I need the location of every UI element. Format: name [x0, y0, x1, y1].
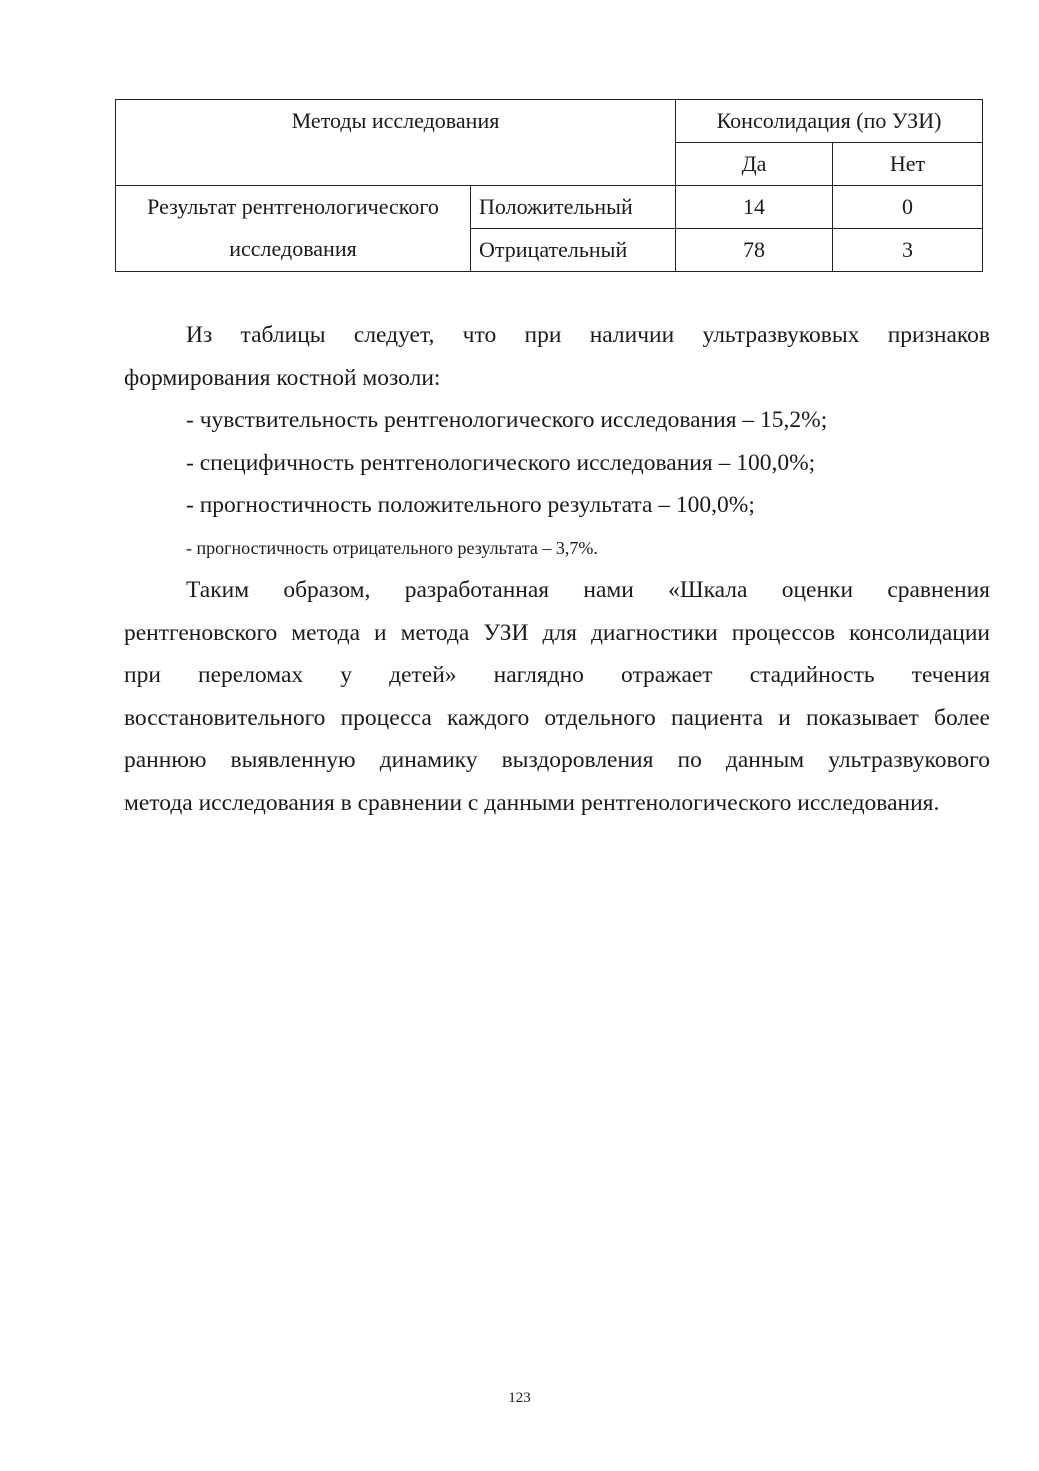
- list-item-positive-predictive: - прогностичность положительного результата – 100,0%;: [186, 492, 755, 518]
- cell-positive-no: 0: [833, 186, 983, 229]
- table-row: [116, 186, 983, 229]
- row-group-label-line1: Результат рентгенологического: [147, 194, 439, 219]
- list-item-negative-predictive: - прогностичность отрицательного результата – 3,7%.: [186, 537, 598, 558]
- header-consolidation: Консолидация (по УЗИ): [676, 100, 983, 143]
- header-methods: Методы исследования: [116, 100, 676, 186]
- conclusion-line-5: раннюю выявленную динамику выздоровления по данным ультразвукового: [124, 747, 990, 773]
- table-header-row: [116, 100, 983, 143]
- conclusion-line-2: рентгеновского метода и метода УЗИ для диагностики процессов консолидации: [124, 619, 990, 646]
- conclusion-line-6: метода исследования в сравнении с данными рентгенологического исследования.: [124, 789, 940, 816]
- row-label-positive: Положительный: [471, 186, 676, 229]
- row-group-label-line2: исследования: [229, 236, 357, 261]
- cell-positive-yes: 14: [676, 186, 833, 229]
- row-group-label: [116, 186, 471, 272]
- intro-line-1: Из таблицы следует, что при наличии ультразвуковых признаков: [186, 322, 990, 348]
- conclusion-line-4: восстановительного процесса каждого отдельного пациента и показывает более: [124, 704, 990, 731]
- header-yes: Да: [676, 143, 833, 186]
- results-table: [115, 99, 983, 272]
- conclusion-line-1: Таким образом, разработанная нами «Шкала оценки сравнения: [186, 577, 990, 603]
- cell-negative-yes: 78: [676, 229, 833, 272]
- row-label-negative: Отрицательный: [471, 229, 676, 272]
- conclusion-line-3: при переломах у детей» наглядно отражает стадийность течения: [124, 662, 990, 688]
- page-number: 123: [508, 1390, 531, 1406]
- body-text: [124, 314, 990, 824]
- header-no: Нет: [833, 143, 983, 186]
- intro-line-2: формирования костной мозоли:: [124, 364, 441, 391]
- cell-negative-no: 3: [833, 229, 983, 272]
- list-item-specificity: - специфичность рентгенологического исследования – 100,0%;: [186, 449, 816, 476]
- list-item-sensitivity: - чувствительность рентгенологического исследования – 15,2%;: [186, 407, 828, 433]
